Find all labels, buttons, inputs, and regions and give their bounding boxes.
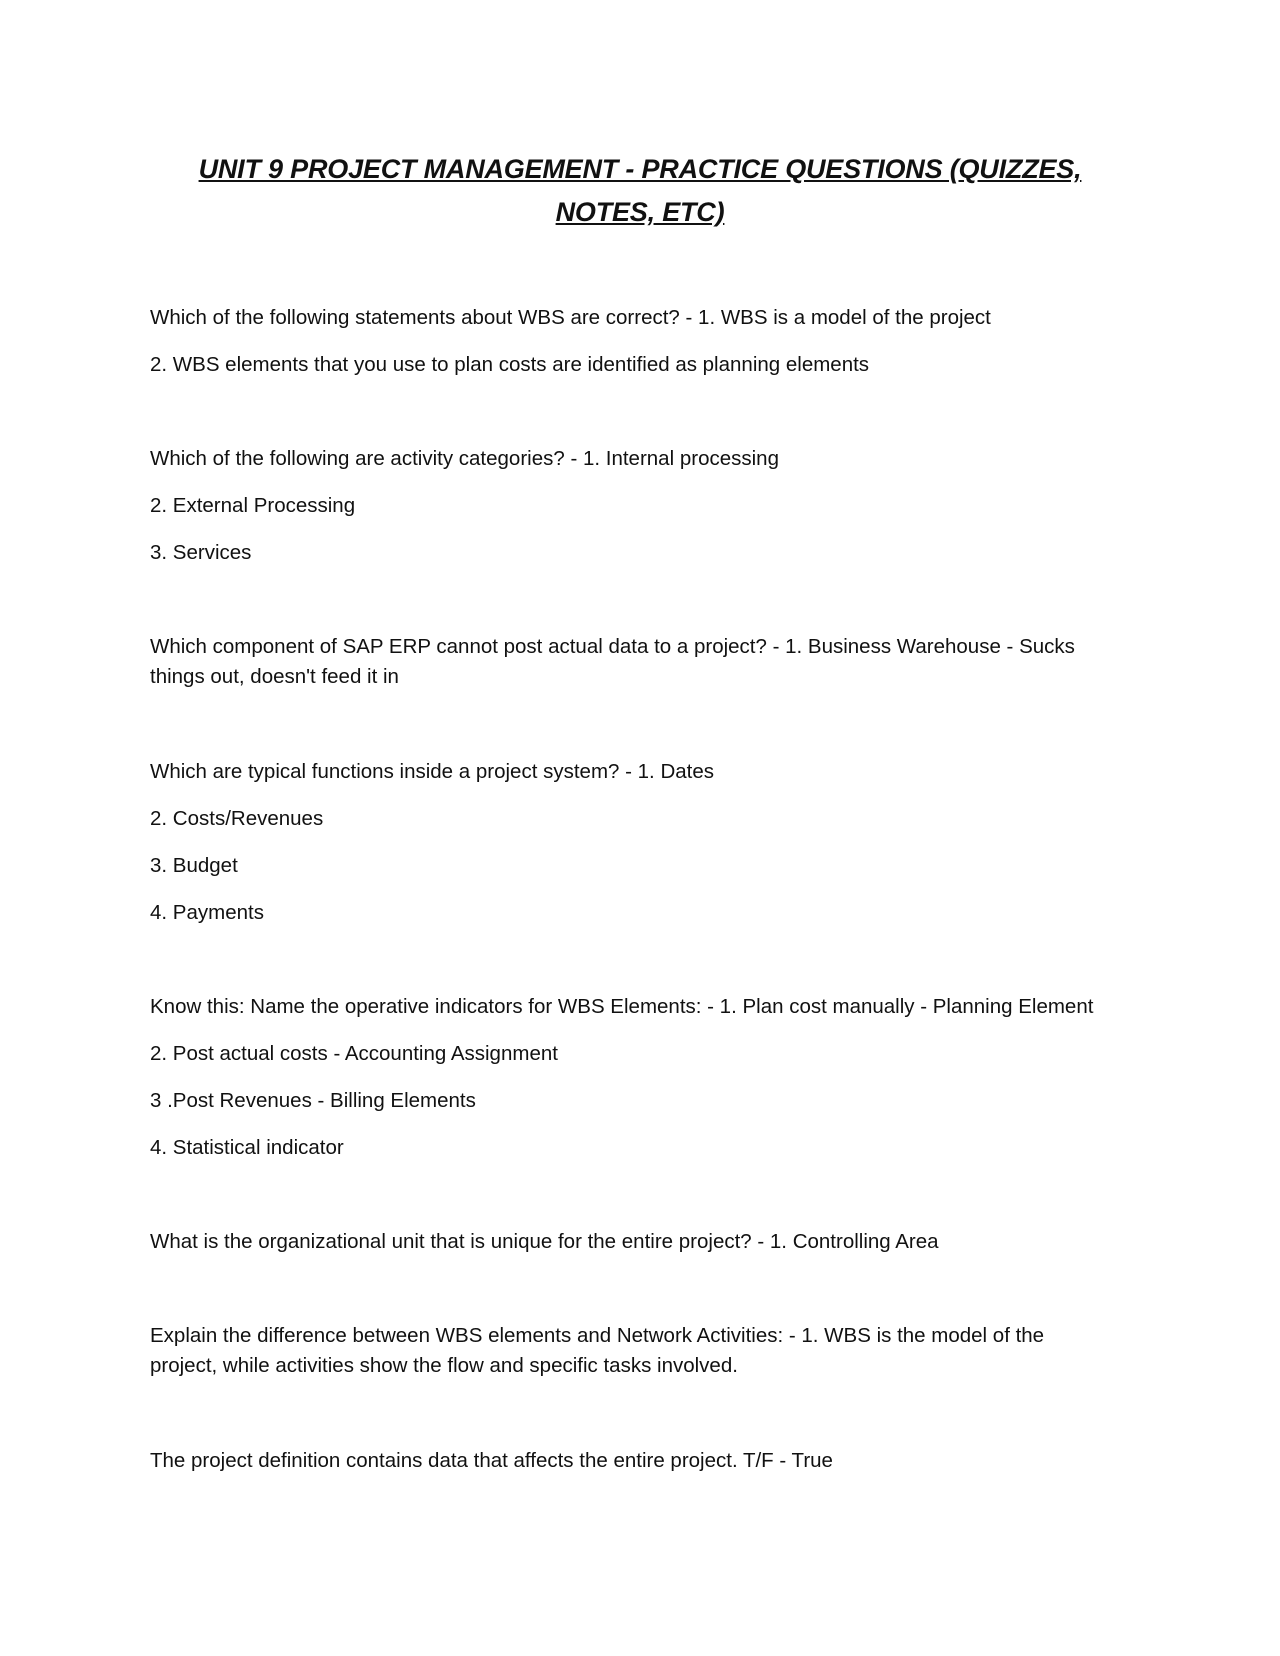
answer-line: 3. Services — [150, 541, 252, 564]
answer-line: 2. External Processing — [150, 494, 356, 517]
question-wbs-vs-network-activities: Explain the difference between WBS elements and Network Activities: - 1. WBS is the model of the project, while activities show the flow and specific tasks involved. — [150, 1324, 1045, 1377]
answer-line: 2. WBS elements that you use to plan costs are identified as planning elements — [150, 353, 870, 376]
answer-line: 3 .Post Revenues - Billing Elements — [150, 1089, 476, 1112]
answer-line: 4. Statistical indicator — [150, 1136, 344, 1159]
question-wbs-statements: Which of the following statements about WBS are correct? - 1. WBS is a model of the project — [150, 306, 991, 329]
question-activity-categories: Which of the following are activity categories? - 1. Internal processing — [150, 447, 779, 470]
question-operative-indicators: Know this: Name the operative indicators for WBS Elements: - 1. Plan cost manually - Planning Element — [150, 995, 1094, 1018]
answer-line: 2. Post actual costs - Accounting Assignment — [150, 1042, 558, 1065]
question-project-system-functions: Which are typical functions inside a project system? - 1. Dates — [150, 760, 714, 783]
question-project-definition: The project definition contains data that affects the entire project. T/F - True — [150, 1449, 833, 1472]
answer-line: 2. Costs/Revenues — [150, 807, 324, 830]
answer-line: 4. Payments — [150, 901, 264, 924]
question-sap-erp-component: Which component of SAP ERP cannot post actual data to a project? - 1. Business Warehouse - Sucks things out, doesn't feed it in — [150, 635, 1075, 688]
answer-line: 3. Budget — [150, 854, 238, 877]
question-organizational-unit: What is the organizational unit that is unique for the entire project? - 1. Controlling Area — [150, 1230, 939, 1253]
document-title: UNIT 9 PROJECT MANAGEMENT - PRACTICE QUESTIONS (QUIZZES, NOTES, ETC) — [198, 154, 1082, 227]
